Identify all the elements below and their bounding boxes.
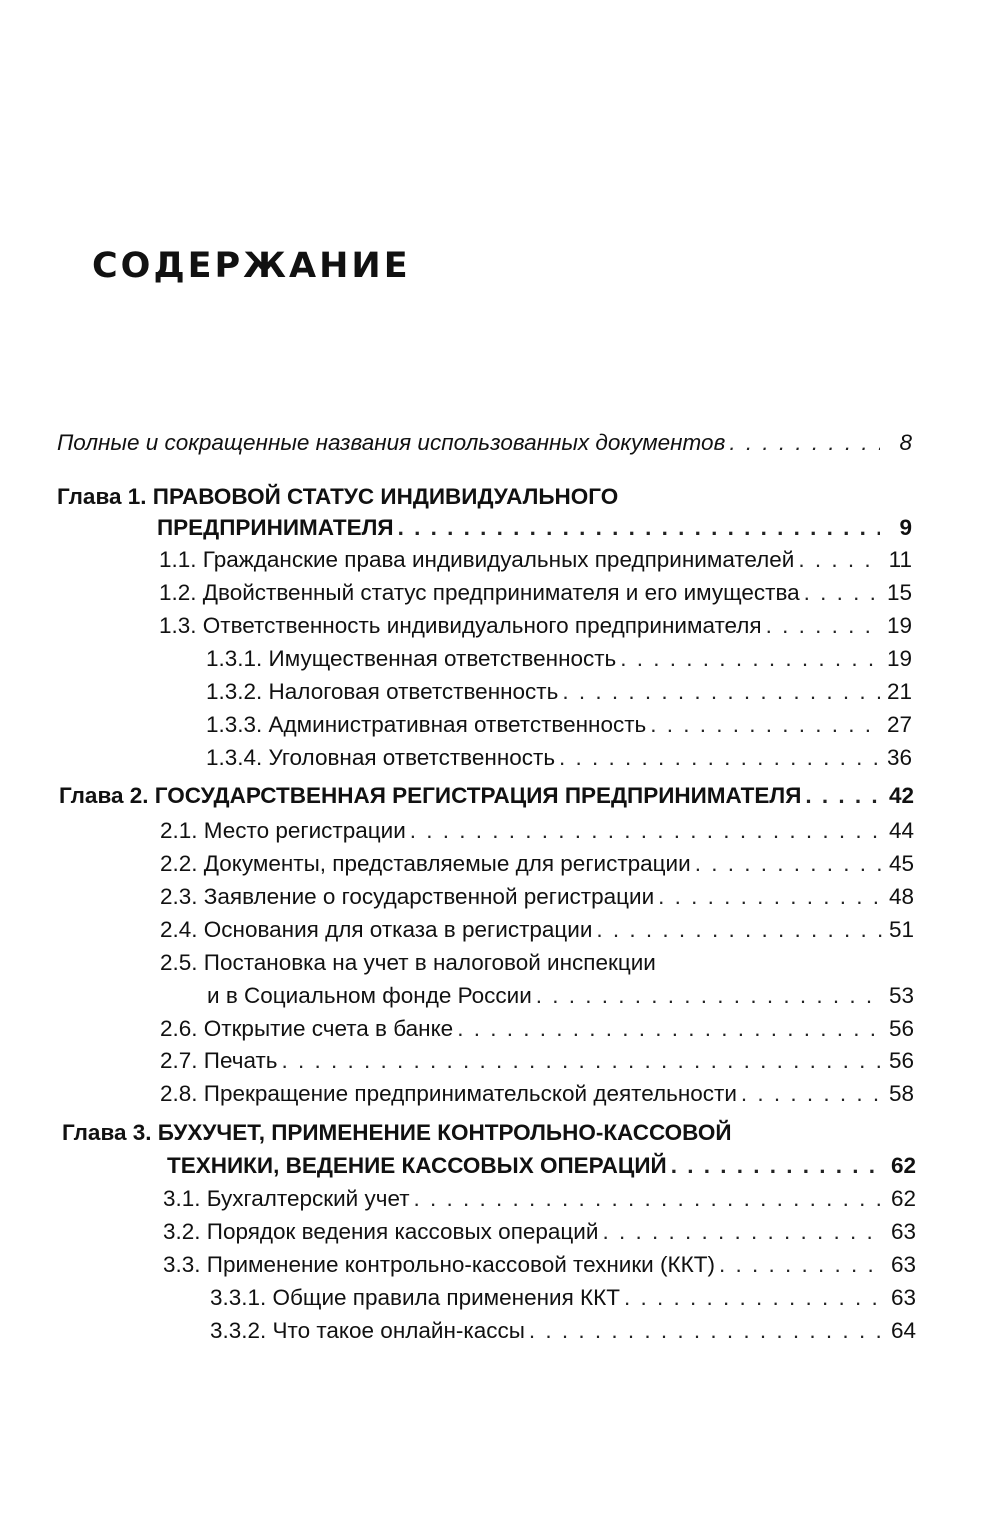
chapter-title-text: ГОСУДАРСТВЕННАЯ РЕГИСТРАЦИЯ ПРЕДПРИНИМАТЕЛЯ [154,783,802,808]
toc-entry-2-3 [160,882,914,912]
chapter-1-title-end [157,513,912,543]
leader-dots [804,578,880,608]
toc-entry-title: 1.1. Гражданские права индивидуальных предпринимателей [159,547,795,572]
leader-dots [596,915,882,945]
leader-dots [410,816,882,846]
toc-entry-2-8 [160,1079,914,1109]
toc-entry-title: 1.3.2. Налоговая ответственность [206,679,559,704]
toc-page-number: 64 [890,1318,916,1343]
toc-page-number: 63 [890,1285,916,1310]
leader-dots [620,644,880,674]
toc-entry-2-5-cont [207,981,914,1011]
leader-dots [398,513,880,543]
leader-dots [457,1014,882,1044]
toc-entry-title: 1.2. Двойственный статус предпринимателя и его имущества [159,580,800,605]
toc-entry-3-1 [163,1184,916,1214]
toc-page-number: 58 [888,1081,914,1106]
leader-dots [805,781,882,811]
toc-entry-title: 1.3.1. Имущественная ответственность [206,646,617,671]
chapter-title-line-1: БУХУЧЕТ, ПРИМЕНЕНИЕ КОНТРОЛЬНО-КАССОВОЙ [157,1120,732,1145]
leader-dots [658,882,882,912]
toc-page-number: 62 [890,1186,916,1211]
leader-dots [741,1079,882,1109]
toc-entry-title: 3.3.2. Что такое онлайн-кассы [210,1318,525,1343]
leader-dots [559,743,880,773]
page-title: СОДЕРЖАНИЕ [92,246,411,286]
toc-page-number: 36 [886,745,912,770]
toc-entry-title: 2.8. Прекращение предпринимательской деятельности [160,1081,737,1106]
toc-page-number: 8 [899,430,912,455]
toc-entry-title: 2.7. Печать [160,1048,278,1073]
toc-page-number: 27 [886,712,912,737]
chapter-3-heading [62,1118,732,1148]
toc-entry-title: 2.4. Основания для отказа в регистрации [160,917,593,942]
toc-entry-title: 2.5. Постановка на учет в налоговой инспекции [160,950,656,975]
leader-dots [719,1250,884,1280]
toc-entry-1-3-1 [206,644,912,674]
toc-entry-3-3 [163,1250,916,1280]
toc-entry-1-3-3 [206,710,912,740]
toc-page-number: 19 [886,613,912,638]
toc-entry-title: 1.3. Ответственность индивидуального предпринимателя [159,613,762,638]
toc-page-number: 62 [890,1153,916,1178]
leader-dots [562,677,880,707]
toc-page-number: 56 [888,1048,914,1073]
toc-entry-1-2 [159,578,912,608]
toc-entry-title: 1.3.4. Уголовная ответственность [206,745,556,770]
chapter-3-title-end [167,1151,916,1181]
chapter-title-line-2: ПРЕДПРИНИМАТЕЛЯ [157,515,394,540]
chapter-label: Глава 1. [57,484,147,509]
toc-page-number: 45 [888,851,914,876]
toc-entry-2-5 [160,948,656,978]
toc-entry-3-2 [163,1217,916,1247]
toc-entry-2-4 [160,915,914,945]
chapter-label: Глава 2. [59,783,149,808]
toc-entry-3-3-2 [210,1316,916,1346]
leader-dots [671,1151,884,1181]
leader-dots [536,981,882,1011]
toc-page-number: 44 [888,818,914,843]
leader-dots [602,1217,884,1247]
toc-entry-title: 2.6. Открытие счета в банке [160,1016,454,1041]
leader-dots [695,849,882,879]
toc-entry-title: 1.3.3. Административная ответственность [206,712,647,737]
toc-page-number: 51 [888,917,914,942]
leader-dots [798,545,880,575]
leader-dots [529,1316,884,1346]
toc-page-number: 53 [888,983,914,1008]
toc-entry-1-1 [159,545,912,575]
chapter-title [59,781,801,811]
toc-entry-3-3-1 [210,1283,916,1313]
toc-entry-2-7 [160,1046,914,1076]
toc-entry-1-3 [159,611,912,641]
toc-entry-title: 2.3. Заявление о государственной регистрации [160,884,655,909]
toc-entry-title: 3.2. Порядок ведения кассовых операций [163,1219,599,1244]
chapter-label: Глава 3. [62,1120,152,1145]
toc-page-number: 21 [886,679,912,704]
toc-entry-1-3-2 [206,677,912,707]
chapter-title-line-1: ПРАВОВОЙ СТАТУС ИНДИВИДУАЛЬНОГО [152,484,619,509]
toc-page-number: 11 [888,547,912,572]
toc-entry-intro [57,428,912,458]
toc-entry-title: Полные и сокращенные названия использованных документов [57,430,726,455]
toc-page-number: 15 [886,580,912,605]
toc-page-number: 56 [888,1016,914,1041]
chapter-1-heading [57,482,618,512]
leader-dots [650,710,880,740]
toc-entry-2-1 [160,816,914,846]
toc-entry-title: 2.2. Документы, представляемые для регистрации [160,851,691,876]
toc-entry-1-3-4 [206,743,912,773]
toc-page-number: 9 [899,515,912,540]
toc-page-number: 48 [888,884,914,909]
leader-dots [282,1046,883,1076]
toc-page-number: 63 [890,1219,916,1244]
leader-dots [729,428,880,458]
toc-page-number: 19 [886,646,912,671]
toc-entry-2-6 [160,1014,914,1044]
toc-entry-title: 3.3.1. Общие правила применения ККТ [210,1285,620,1310]
chapter-2-heading [59,781,914,811]
toc-page-number: 63 [890,1252,916,1277]
toc-entry-title: и в Социальном фонде России [207,983,532,1008]
toc-page-number: 42 [888,783,914,808]
toc-entry-title: 3.1. Бухгалтерский учет [163,1186,410,1211]
leader-dots [624,1283,884,1313]
leader-dots [414,1184,884,1214]
leader-dots [766,611,880,641]
chapter-title-line-2: ТЕХНИКИ, ВЕДЕНИЕ КАССОВЫХ ОПЕРАЦИЙ [167,1153,667,1178]
toc-entry-2-2 [160,849,914,879]
toc-entry-title: 3.3. Применение контрольно-кассовой техники (ККТ) [163,1252,715,1277]
toc-entry-title: 2.1. Место регистрации [160,818,406,843]
